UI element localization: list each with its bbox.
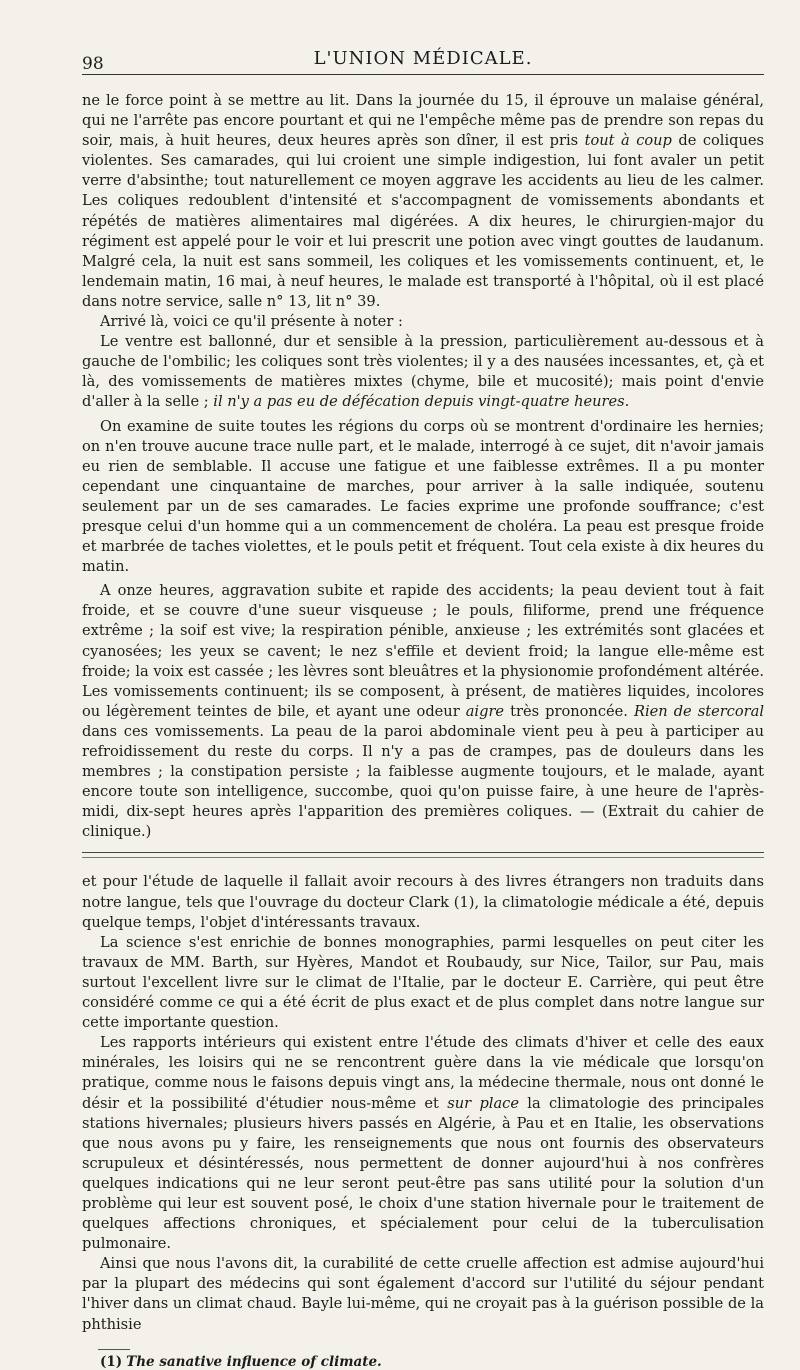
- paragraph: Ainsi que nous l'avons dit, la curabilité de cette cruelle affection est admise aujourd'hui par la plupart des médecins qui sont également d'accord sur l'utilité du séjour pendant l'hiver dans un climat chaud. Bayle lui-même, qui ne croyait pas à la guérison possible de la phthisie: [82, 1255, 764, 1333]
- paragraph: Arrivé là, voici ce qu'il présente à noter :: [100, 313, 403, 331]
- paragraph: et pour l'étude de laquelle il fallait avoir recours à des livres étrangers non traduits dans notre langue, tels que l'ouvrage du docteur Clark (1), la climatologie médicale a été, depuis quelque temps, l'objet d'intéressants travaux.: [82, 873, 764, 931]
- paragraph: Le ventre est ballonné, dur et sensible à la pression, particulièrement au-dessous et à gauche de l'ombilic; les coliques sont très violentes; il y a des nausées incessantes, et, çà et là, des vomissements de matières mixtes (chyme, bile et mucosité); mais point d'envie d'aller à la selle ; il n'y a pas eu de défécation depuis vingt-quatre heures.: [82, 333, 764, 411]
- page-header: [82, 40, 764, 75]
- footnote-rule: [98, 1349, 130, 1350]
- footnote-mark: (1): [100, 1353, 123, 1370]
- page-number: 98: [82, 54, 104, 74]
- paragraph: La science s'est enrichie de bonnes monographies, parmi lesquelles on peut citer les travaux de MM. Barth, sur Hyères, Mandot et Roubaudy, sur Nice, Tailor, sur Pau, mais surtout l'excellent livre sur le climat de l'Italie, par le docteur E. Carrière, qui peut être considéré comme ce qui a été écrit de plus exact et de plus complet dans notre langue sur cette importante question.: [82, 933, 764, 1032]
- section-divider: [82, 852, 764, 858]
- article-clinical-case: [82, 91, 764, 842]
- paragraph: Les rapports intérieurs qui existent entre l'étude des climats d'hiver et celle des eaux minérales, les loisirs qui ne se rencontrent guère dans la vie médicale que lorsqu'on pratique, comme nous le faisons depuis vingt ans, la médecine thermale, nous ont donné le désir et la possibilité d'étudier nous-même et sur place la climatologie des principales stations hivernales; plusieurs hivers passés en Algérie, à Pau et en Italie, les observations que nous avons pu y faire, les renseignements que nous ont fournis des observateurs scrupuleux et désintéressés, nous permettent de donner aujourd'hui à nos confrères quelques indications qui ne leur seront peut-être pas sans utilité pour la solution d'un problème qui leur est souvent posé, le choix d'une station hivernale pour le traitement de quelques affections chroniques, et spécialement pour celui de la tuberculisation pulmonaire.: [82, 1034, 764, 1253]
- running-head: L'UNION MÉDICALE.: [313, 48, 533, 69]
- footnote-text: The sanative influence of climate.: [126, 1353, 382, 1370]
- footnote: [82, 1354, 764, 1370]
- paragraph: A onze heures, aggravation subite et rapide des accidents; la peau devient tout à fait froide, et se couvre d'une sueur visqueuse ; le pouls, filiforme, prend une fréquence extrême ; la soif est vive; la respiration pénible, anxieuse ; les extrémités sont glacées et cyanosées; les yeux se cavent; le nez s'effile et devient froid; la langue elle-même est froide; la voix est cassée ; les lèvres sont bleuâtres et la physionomie profondément altérée. Les vomissements continuent; ils se composent, à présent, de matières liquides, incolores ou légèrement teintes de bile, et ayant une odeur aigre très prononcée. Rien de stercoral dans ces vomissements. La peau de la paroi abdominale vient peu à peu à participer au refroidissement du reste du corps. Il n'y a pas de crampes, pas de douleurs dans les membres ; la constipation persiste ; la faiblesse augmente toujours, et le malade, ayant encore toute son intelligence, succombe, quoi qu'on puisse faire, à une heure de l'après-midi, dix-sept heures après l'apparition des premières coliques. — (Extrait du cahier de clinique.): [82, 582, 764, 841]
- paragraph: On examine de suite toutes les régions du corps où se montrent d'ordinaire les hernies; on n'en trouve aucune trace nulle part, et le malade, interrogé à ce sujet, dit n'avoir jamais eu rien de semblable. Il accuse une fatigue et une faiblesse extrêmes. Il a pu monter cependant une cinquantaine de marches, pour arriver à la salle indiquée, soutenu seulement par un de ses camarades. Le facies exprime une profonde souffrance; c'est presque celui d'un homme qui a un commencement de choléra. La peau est presque froide et marbrée de taches violettes, et le pouls petit et fréquent. Tout cela existe à dix heures du matin.: [82, 417, 764, 576]
- article-climatology: [82, 872, 764, 1334]
- paragraph: ne le force point à se mettre au lit. Dans la journée du 15, il éprouve un malaise général, qui ne l'arrête pas encore pourtant et qui ne l'empêche même pas de prendre son repas du soir, mais, à huit heures, deux heures après son dîner, il est pris tout à coup de coliques violentes. Ses camarades, qui lui croient une simple indigestion, lui font avaler un petit verre d'absinthe; tout naturellement ce moyen aggrave les accidents au lieu de les calmer. Les coliques redoublent d'intensité et s'accompagnent de vomissements abondants et répétés de matières alimentaires mal digérées. A dix heures, le chirurgien-major du régiment est appelé pour le voir et lui prescrit une potion avec vingt gouttes de laudanum. Malgré cela, la nuit est sans sommeil, les coliques et les vomissements continuent, et, le lendemain matin, 16 mai, à neuf heures, le malade est transporté à l'hôpital, où il est placé dans notre service, salle n° 13, lit n° 39.: [82, 92, 765, 310]
